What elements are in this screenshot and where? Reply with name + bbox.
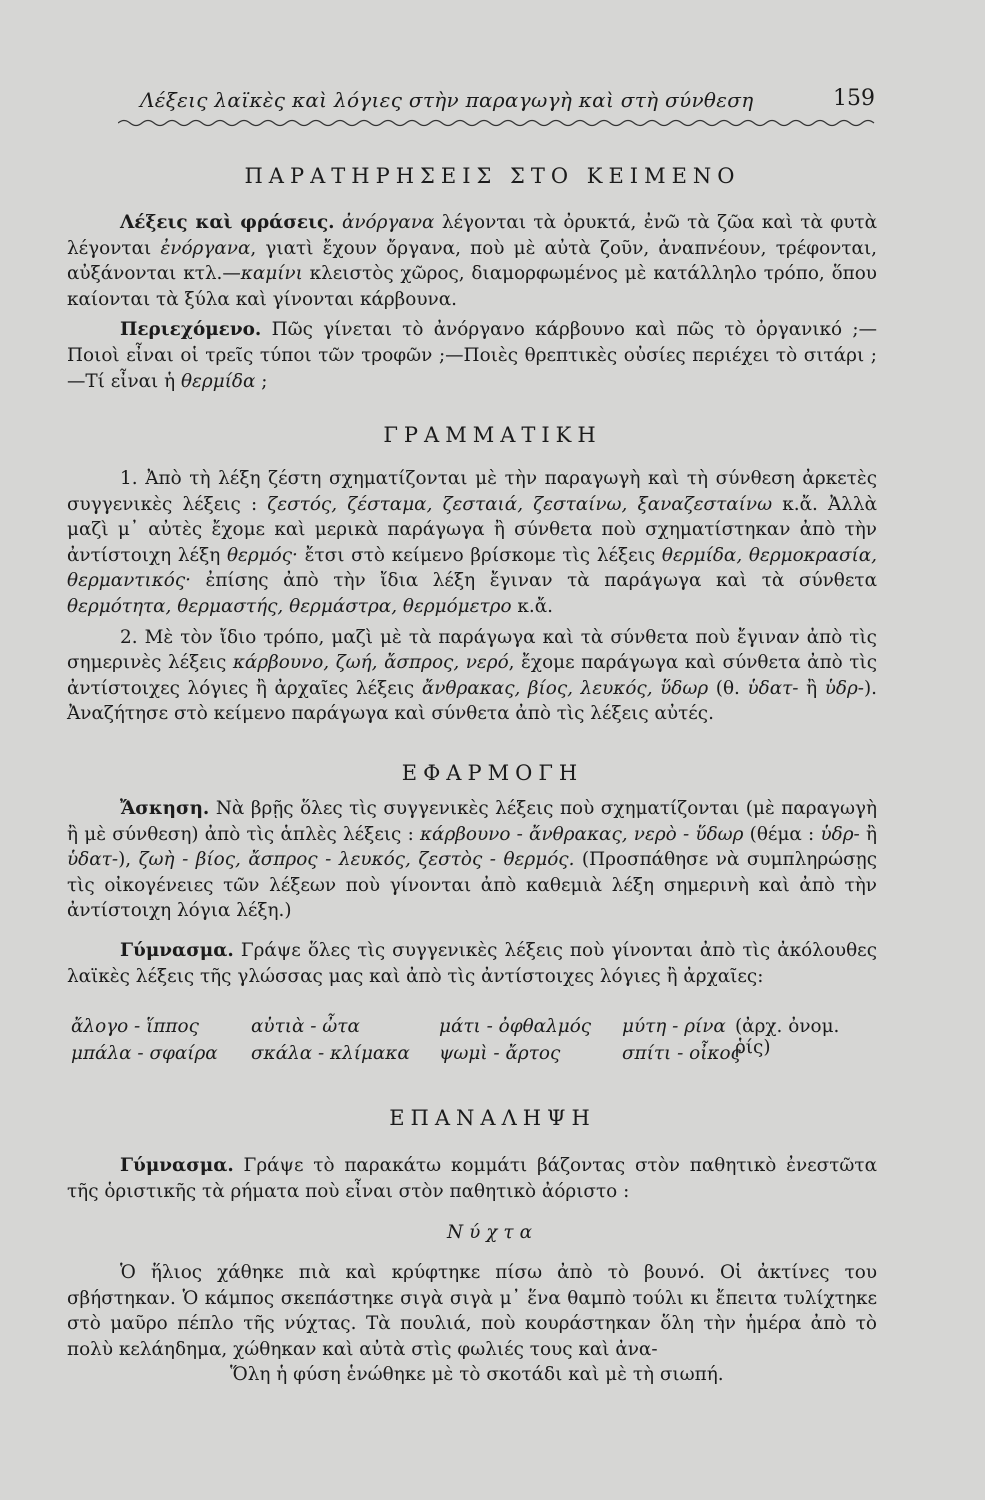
word-pair: σκάλα - κλίμακα [251, 1043, 410, 1064]
word-pair: σπίτι - οἶκος [622, 1043, 741, 1064]
heading-observations: ΠΑΡΑΤΗΡΗΣΕΙΣ ΣΤΟ ΚΕΙΜΕΝΟ [244, 164, 741, 188]
label-content: Περιεχόμενο. [120, 319, 262, 341]
word-pair-note: (ἀρχ. ὀνομ. ῥίς) [735, 1016, 840, 1058]
paragraph-content: Περιεχόμενο. Πῶς γίνεται τὸ ἀνόργανο κάρβουνο καὶ πῶς τὸ ὀργανικό ;—Ποιοὶ εἶναι οἱ τρεῖς τύποι τῶν τροφῶν ;—Ποιὲς θρεπτικὲς οὐσίες περιέχει τὸ σιτάρι ;—Τί εἶναι ἡ θερμίδα ; [67, 319, 877, 392]
passage-last-line: Ὅλη ἡ φύση ἑνώθηκε μὲ τὸ σκοτάδι καὶ μὲ τὴ σιωπή. [230, 1364, 724, 1386]
word-pair: μπάλα - σφαίρα [71, 1043, 218, 1064]
paragraph-grammar-1: 1. Ἀπὸ τὴ λέξη ζέστη σχηματίζονται μὲ τὴν παραγωγὴ καὶ τὴ σύνθεση ἀρκετὲς συγγενικὲς λέξεις : ζεστός, ζέσταμα, ζεσταιά, ζεσταίνω, ξαναζεσταίνω κ.ἄ. Ἀλλὰ μαζὶ μ᾿ αὐτὲς ἔχομε καὶ μερικὰ παράγωγα ἢ σύνθετα ποὺ σχηματίστηκαν ἀπὸ τὴν ἀντίστοιχη λέξη θερμός· ἔτσι στὸ κείμενο βρίσκομε τὶς λέξεις θερμίδα, θερμοκρασία, θερμαντικός· ἐπίσης ἀπὸ τὴν ἴδια λέξη ἔγιναν τὰ παράγωγα καὶ τὰ σύνθετα θερμότητα, θερμαστής, θερμάστρα, θερμόμετρο κ.ἄ. [67, 468, 877, 617]
passage-paragraph: Ὁ ἥλιος χάθηκε πιὰ καὶ κρύφτηκε πίσω ἀπὸ τὸ βουνό. Οἱ ἀκτίνες του σβήστηκαν. Ὁ κάμπος σκεπάστηκε σιγὰ σιγὰ μ᾿ ἕνα θαμπὸ τούλι κι ἔπειτα τυλίχτηκε στὸ μαῦρο πέπλο τῆς νύχτας. Τὰ πουλιά, ποὺ κουράστηκαν ὅλη τὴν ἡμέρα ἀπὸ τὸ πολὺ κελάηδημα, χώθηκαν καὶ αὐτὰ στὶς φωλιές τους καὶ ἀνα- [67, 1262, 877, 1360]
paragraph-words-phrases: Λέξεις καὶ φράσεις. ἀνόργανα λέγονται τὰ ὀρυκτά, ἐνῶ τὰ ζῶα καὶ τὰ φυτὰ λέγονται ἐνόργανα, γιατὶ ἔχουν ὄργανα, ποὺ μὲ αὐτὰ ζοῦν, ἀναπνέουν, τρέφονται, αὐξάνονται κτλ.—καμίνι κλειστὸς χῶρος, διαμορφωμένος μὲ κατάλληλο τρόπο, ὅπου καίονται τὰ ξύλα καὶ γίνονται κάρβουνα. [67, 212, 877, 310]
heading-grammar: ΓΡΑΜΜΑΤΙΚΗ [383, 423, 602, 447]
label-drill: Γύμνασμα. [120, 939, 234, 961]
heading-application: ΕΦΑΡΜΟΓΗ [401, 761, 584, 785]
word-pair: ἄλογο - ἵππος [71, 1016, 199, 1037]
label-review-drill: Γύμνασμα. [120, 1155, 234, 1176]
word-pair: ψωμὶ - ἄρτος [439, 1043, 561, 1064]
section-review [67, 1153, 877, 1204]
word-pair: αὐτιὰ - ὦτα [251, 1016, 360, 1037]
section-application [67, 796, 877, 989]
passage-title: Νύχτα [446, 1222, 538, 1243]
running-title: Λέξεις λαϊκὲς καὶ λόγιες στὴν παραγωγὴ καὶ στὴ σύνθεση [140, 88, 754, 112]
paragraph-grammar-2: 2. Μὲ τὸν ἴδιο τρόπο, μαζὶ μὲ τὰ παράγωγα καὶ τὰ σύνθετα ποὺ ἔγιναν ἀπὸ τὶς σημερινὲς λέξεις κάρβουνο, ζωή, ἄσπρος, νερό, ἔχομε παράγωγα καὶ σύνθετα ἀπὸ τὶς ἀντίστοιχες λόγιες ἢ ἀρχαῖες λέξεις ἄνθρακας, βίος, λευκός, ὕδωρ (θ. ὑδατ- ἢ ὑδρ-). Ἀναζήτησε στὸ κείμενο παράγωγα καὶ σύνθετα ἀπὸ τὶς λέξεις αὐτές. [67, 626, 877, 725]
wavy-rule [118, 118, 878, 128]
section-grammar [67, 466, 877, 727]
word-pair: μύτη - ρίνα [622, 1016, 726, 1037]
section-observations [67, 210, 877, 394]
page-header [130, 84, 875, 118]
page-number: 159 [833, 86, 875, 111]
label-exercise: Ἄσκηση. [120, 798, 210, 819]
passage-night [67, 1260, 877, 1388]
heading-review: ΕΠΑΝΑΛΗΨΗ [389, 1106, 596, 1130]
word-pairs-row [67, 1043, 877, 1069]
paragraph-exercise: Ἄσκηση. Νὰ βρῇς ὅλες τὶς συγγενικὲς λέξεις ποὺ σχηματίζονται (μὲ παραγωγὴ ἢ μὲ σύνθεση) ἀπὸ τὶς ἁπλὲς λέξεις : κάρβουνο - ἄνθρακας, νερὸ - ὕδωρ (θέμα : ὑδρ- ἢ ὑδατ-), ζωὴ - βίος, ἄσπρος - λευκός, ζεστὸς - θερμός. (Προσπάθησε νὰ συμπληρώσῃς τὶς οἰκογένειες τῶν λέξεων ποὺ γίνονται ἀπὸ καθεμιὰ λέξη σημερινὴ καὶ ἀπὸ τὴν ἀντίστοιχη λόγια λέξη.) [67, 798, 877, 922]
paragraph-drill: Γύμνασμα. Γράψε ὅλες τὶς συγγενικὲς λέξεις ποὺ γίνονται ἀπὸ τὶς ἀκόλουθες λαϊκὲς λέξεις τῆς γλώσσας μας καὶ ἀπὸ τὶς ἀντίστοιχες λόγιες ἢ ἀρχαῖες: [67, 939, 877, 987]
word-pair: μάτι - ὀφθαλμός [439, 1016, 592, 1037]
paragraph-review-drill: Γύμνασμα. Γράψε τὸ παρακάτω κομμάτι βάζοντας στὸν παθητικὸ ἐνεστῶτα τῆς ὁριστικῆς τὰ ρήματα ποὺ εἶναι στὸν παθητικὸ ἀόριστο : [67, 1155, 877, 1202]
label-words-phrases: Λέξεις καὶ φράσεις. [120, 212, 335, 233]
